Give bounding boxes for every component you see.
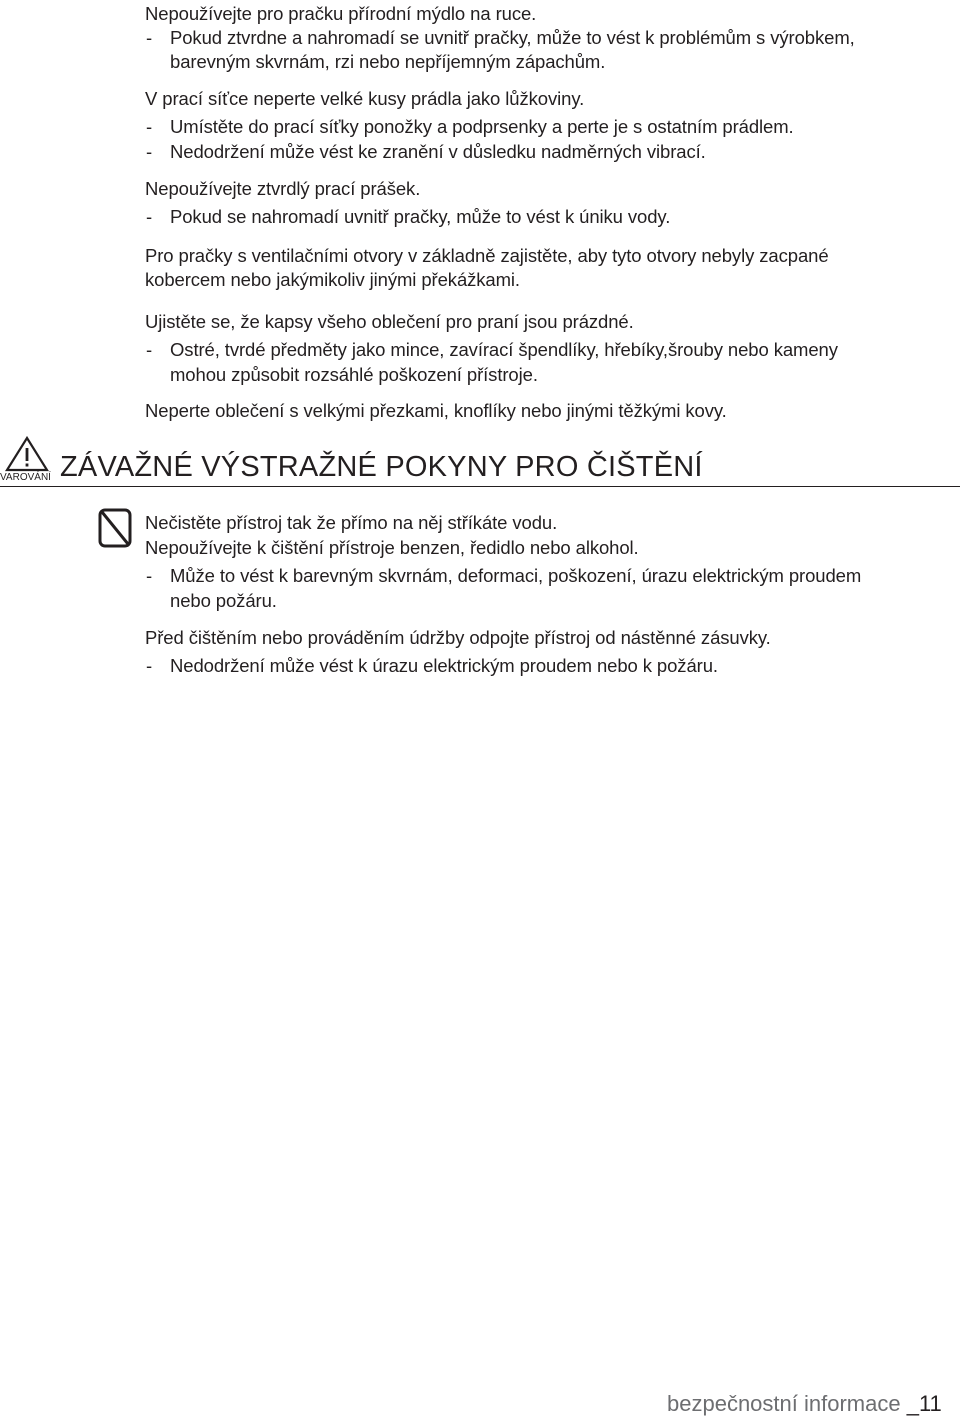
paragraph-natural-soap: Nepoužívejte pro pračku přírodní mýdlo na ruce.: [145, 3, 537, 24]
bullet-dash: -: [146, 116, 153, 137]
heading-divider: [0, 486, 960, 487]
paragraph-ventilation-continued: kobercem nebo jakýmikoliv jinými překážkami.: [145, 269, 520, 290]
bullet-dash: -: [146, 339, 153, 360]
bullet-text-continued: mohou způsobit rozsáhlé poškození přístroje.: [170, 364, 538, 385]
section-heading: ZÁVAŽNÉ VÝSTRAŽNÉ POKYNY PRO ČIŠTĚNÍ: [60, 451, 703, 483]
bullet-text-continued: nebo požáru.: [170, 590, 277, 611]
footer-section-name: bezpečnostní informace: [667, 1391, 907, 1416]
bullet-dash: -: [146, 206, 153, 227]
warning-label: VAROVÁNÍ: [0, 472, 51, 483]
bullet-dash: -: [146, 141, 153, 162]
paragraph-laundry-net: V prací síťce neperte velké kusy prádla jako lůžkoviny.: [145, 88, 585, 109]
bullet-dash: -: [146, 565, 153, 586]
paragraph-ventilation: Pro pračky s ventilačními otvory v základně zajistěte, aby tyto otvory nebyly zacpané: [145, 245, 829, 266]
bullet-text: Může to vést k barevným skvrnám, deformaci, poškození, úrazu elektrickým proudem: [170, 565, 862, 586]
bullet-text: Ostré, tvrdé předměty jako mince, zavírací špendlíky, hřebíky,šrouby nebo kameny: [170, 339, 838, 360]
bullet-dash: -: [146, 27, 153, 48]
paragraph-empty-pockets: Ujistěte se, že kapsy všeho oblečení pro praní jsou prázdné.: [145, 311, 634, 332]
paragraph-unplug: Před čištěním nebo prováděním údržby odpojte přístroj od nástěnné zásuvky.: [145, 627, 771, 648]
bullet-text: Pokud ztvrdne a nahromadí se uvnitř pračky, může to vést k problémům s výrobkem,: [170, 27, 855, 48]
warning-triangle-icon: [5, 436, 49, 472]
page-number: _11: [906, 1391, 942, 1416]
bullet-text: Pokud se nahromadí uvnitř pračky, může to vést k úniku vody.: [170, 206, 671, 227]
bullet-text-continued: barevným skvrnám, rzi nebo nepříjemným zápachům.: [170, 51, 606, 72]
paragraph-metal-buckles: Neperte oblečení s velkými přezkami, knoflíky nebo jinými těžkými kovy.: [145, 400, 727, 421]
bullet-text: Umístěte do prací síťky ponožky a podprsenky a perte je s ostatním prádlem.: [170, 116, 794, 137]
bullet-text: Nedodržení může vést ke zranění v důsledku nadměrných vibrací.: [170, 141, 706, 162]
paragraph-hardened-detergent: Nepoužívejte ztvrdlý prací prášek.: [145, 178, 421, 199]
bullet-text: Nedodržení může vést k úrazu elektrickým proudem nebo k požáru.: [170, 655, 718, 676]
paragraph-no-solvents: Nepoužívejte k čištění přístroje benzen, ředidlo nebo alkohol.: [145, 537, 639, 558]
page-footer: [667, 1389, 942, 1419]
prohibited-icon: [98, 508, 132, 548]
bullet-dash: -: [146, 655, 153, 676]
paragraph-no-spraying: Nečistěte přístroj tak že přímo na něj stříkáte vodu.: [145, 512, 558, 533]
